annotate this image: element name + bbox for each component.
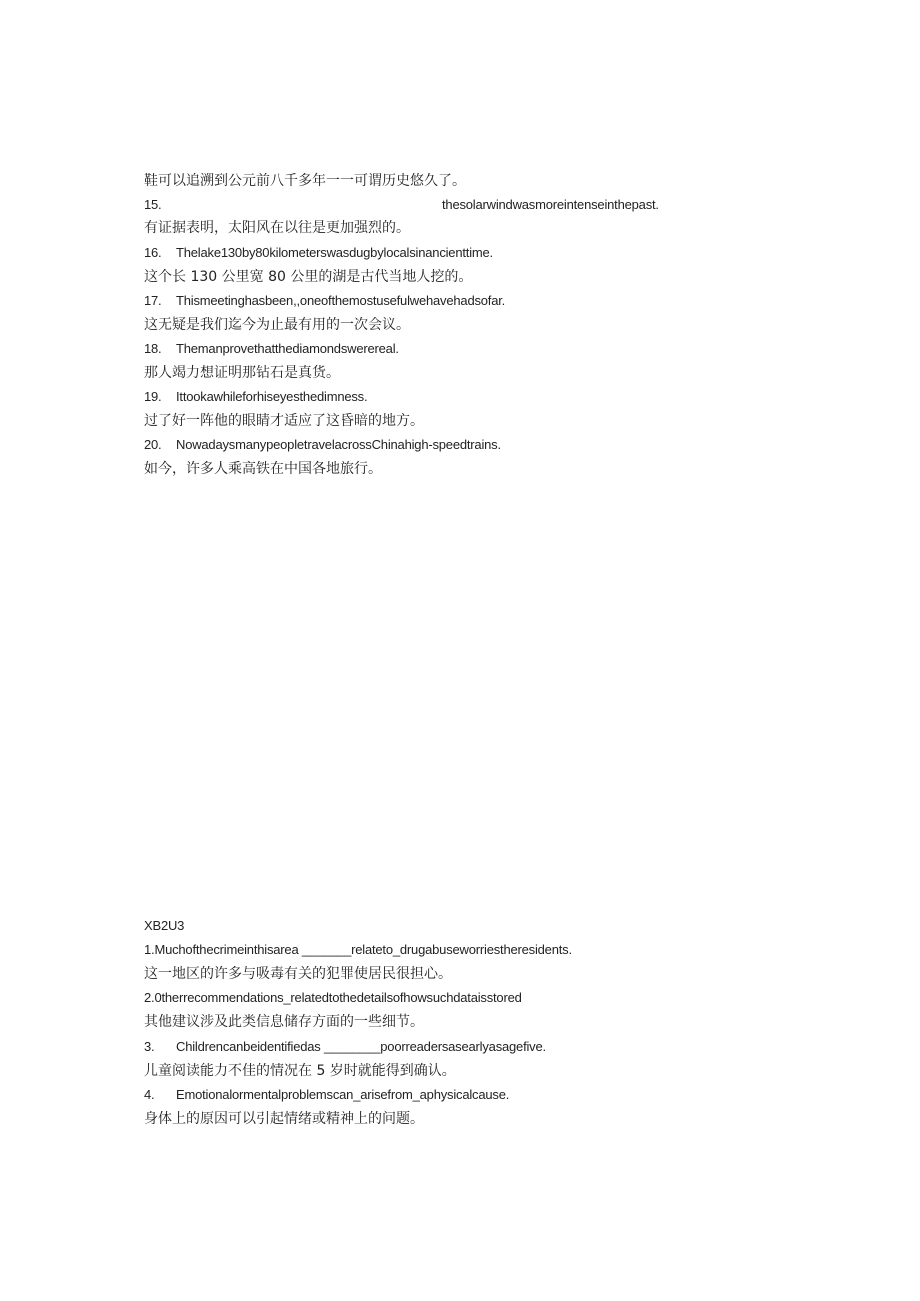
xb-item-2-en: 2.0therrecommendations_relatedtothedetailsofhowsuchdataisstored xyxy=(144,990,522,1005)
xb-item-4-zh: 身体上的原因可以引起情绪或精神上的问题。 xyxy=(144,1111,424,1127)
item-16-zh: 这个长 130 公里宽 80 公里的湖是古代当地人挖的。 xyxy=(144,269,473,285)
item-text: NowadaysmanypeopletravelacrossChinahigh-speedtrains. xyxy=(176,437,501,452)
item-20-zh: 如今，许多人乘高铁在中国各地旅行。 xyxy=(144,461,382,477)
item-text: Childrencanbeidentifiedas ________poorreadersasearlyasagefive. xyxy=(176,1039,546,1054)
item-15-zh: 有证据表明，太阳风在以往是更加强烈的。 xyxy=(144,220,410,236)
item-text: Themanprovethatthediamondswerereal. xyxy=(176,341,399,356)
item-number: 20. xyxy=(144,437,162,452)
item-number: 4. xyxy=(144,1087,155,1102)
item-18-zh: 那人竭力想证明那钻石是真货。 xyxy=(144,365,340,381)
item-number: 16. xyxy=(144,245,162,260)
section-heading: XB2U3 xyxy=(144,918,185,933)
item-number: 3. xyxy=(144,1039,155,1054)
item-text: Emotionalormentalproblemscan_arisefrom_aphysicalcause. xyxy=(176,1087,510,1102)
item-text: Thismeetinghasbeen,,oneofthemostusefulwehavehadsofar. xyxy=(176,293,506,308)
item-number: 18. xyxy=(144,341,162,356)
intro-zh: 鞋可以追溯到公元前八千多年一一可谓历史悠久了。 xyxy=(144,173,466,189)
item-18-en xyxy=(144,339,399,359)
item-15-en-text: thesolarwindwasmoreintenseinthepast. xyxy=(442,197,659,212)
item-15-en xyxy=(144,195,176,215)
item-19-zh: 过了好一阵他的眼睛才适应了这昏暗的地方。 xyxy=(144,413,424,429)
item-number: 17. xyxy=(144,293,162,308)
item-text: Ittookawhileforhiseyesthedimness. xyxy=(176,389,368,404)
item-number: 15. xyxy=(144,197,162,212)
item-number: 19. xyxy=(144,389,162,404)
item-17-en xyxy=(144,291,505,311)
item-20-en xyxy=(144,435,501,455)
item-16-en xyxy=(144,243,493,263)
xb-item-1-en: 1.Muchofthecrimeinthisarea _______relateto_drugabuseworriestheresidents. xyxy=(144,942,572,957)
item-text: Thelake130by80kilometerswasdugbylocalsinancienttime. xyxy=(176,245,493,260)
xb-item-2-zh: 其他建议涉及此类信息储存方面的一些细节。 xyxy=(144,1014,424,1030)
item-19-en xyxy=(144,387,367,407)
xb-item-1-zh: 这一地区的许多与吸毒有关的犯罪使居民很担心。 xyxy=(144,966,452,982)
xb-item-3-zh: 儿童阅读能力不佳的情况在 5 岁时就能得到确认。 xyxy=(144,1063,456,1079)
xb-item-3-en xyxy=(144,1037,546,1057)
item-17-zh: 这无疑是我们迄今为止最有用的一次会议。 xyxy=(144,317,410,333)
xb-item-4-en xyxy=(144,1085,509,1105)
